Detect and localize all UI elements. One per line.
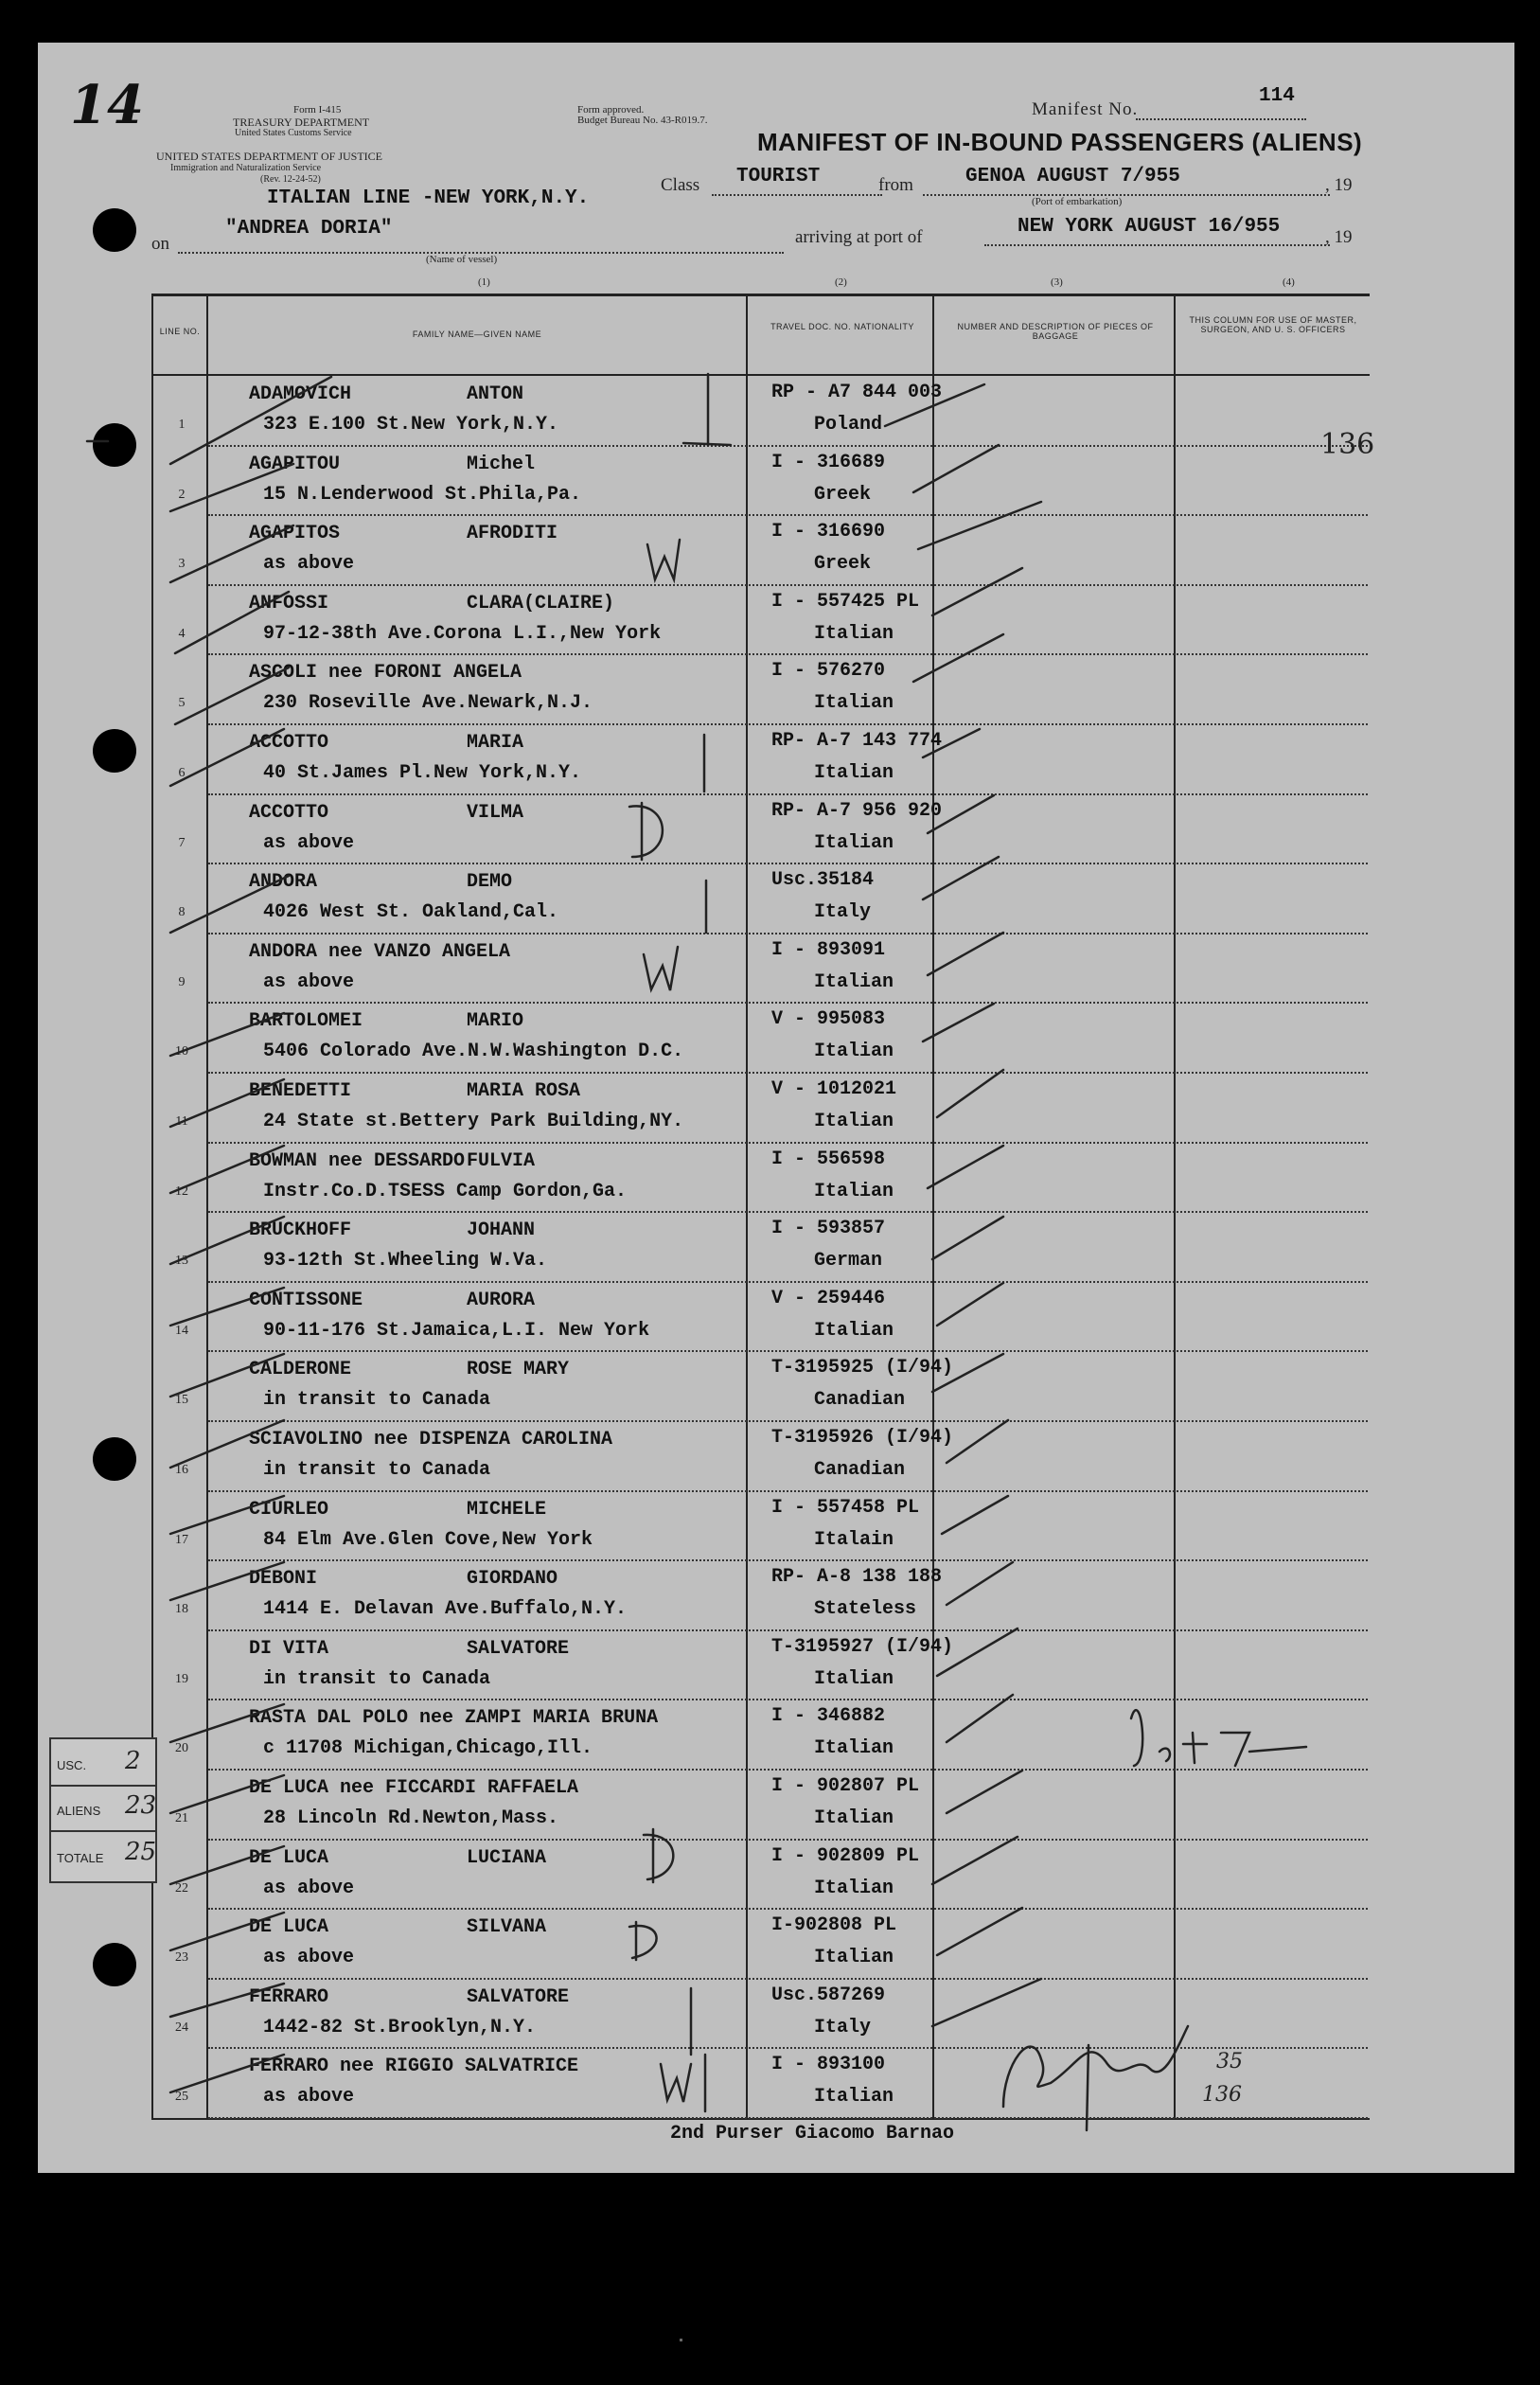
row-separator [208, 1699, 1368, 1700]
punch-hole [93, 1437, 136, 1481]
tally-aliens-label: ALIENS [57, 1804, 101, 1818]
corner-mark: 14 [70, 74, 144, 136]
line-number: 25 [175, 2090, 188, 2105]
tally-stamp [49, 1737, 157, 1883]
passenger-family-name: AGAPITOU [249, 453, 341, 475]
line-number: 22 [175, 1880, 188, 1896]
line-number: 1 [178, 418, 186, 432]
travel-doc-number: V - 1012021 [771, 1078, 897, 1100]
row-separator [208, 1420, 1368, 1422]
treasury-dept: TREASURY DEPARTMENT [233, 116, 370, 129]
class-line [712, 194, 882, 196]
passenger-given-name: Michel [467, 453, 536, 475]
passenger-given-name: MARIA [467, 732, 524, 754]
travel-doc-number: I - 893100 [771, 2054, 886, 2076]
line-number: 9 [178, 974, 186, 989]
travel-doc-number: V - 259446 [771, 1287, 886, 1309]
table-header-rule [151, 374, 1370, 376]
arriving-value: NEW YORK AUGUST 16/955 [1018, 216, 1281, 238]
travel-doc-number: I - 316690 [771, 521, 886, 543]
officer-note: 136 [1320, 428, 1375, 461]
line-number: 7 [178, 835, 186, 850]
line-number: 6 [178, 766, 186, 780]
passenger-given-name: SALVATORE [467, 1985, 570, 2008]
travel-doc-number: Usc.587269 [771, 1984, 886, 2006]
manifest-label: Manifest No. [1032, 99, 1139, 119]
nationality: Italy [814, 901, 872, 924]
page-title: MANIFEST OF IN-BOUND PASSENGERS (ALIENS) [757, 128, 1363, 156]
row-separator [208, 723, 1368, 725]
passenger-family-name: CALDERONE [249, 1359, 352, 1381]
travel-doc-number: I - 893091 [771, 938, 886, 961]
passenger-family-name: FERRARO [249, 1985, 329, 2008]
budget-bureau: Budget Bureau No. 43-R019.7. [577, 115, 708, 126]
line-number: 8 [178, 905, 186, 920]
passenger-address: 1442-82 St.Brooklyn,N.Y. [263, 2016, 537, 2038]
from-line [923, 194, 1330, 196]
passenger-family-name: ANDORA nee VANZO ANGELA [249, 940, 511, 963]
passenger-given-name: GIORDANO [467, 1568, 558, 1591]
tally-usc-label: USC. [57, 1758, 87, 1772]
center-dot [680, 2339, 682, 2341]
passenger-family-name: ADAMOVICH [249, 383, 352, 405]
form-approved: Form approved. [577, 104, 645, 116]
nationality: Italian [814, 762, 894, 784]
class-label: Class [661, 175, 700, 195]
passenger-address: as above [263, 1947, 355, 1969]
passenger-given-name: VILMA [467, 801, 524, 824]
passenger-given-name: ROSE MARY [467, 1359, 570, 1381]
line-number: 12 [175, 1184, 188, 1199]
row-separator [208, 1490, 1368, 1492]
passenger-family-name: CONTISSONE [249, 1289, 363, 1311]
nationality: Italian [814, 622, 894, 645]
passenger-given-name: DEMO [467, 871, 513, 894]
bottom-count-top: 35 [1216, 2050, 1243, 2074]
row-separator [208, 1281, 1368, 1283]
punch-hole [93, 208, 136, 252]
passenger-family-name: DI VITA [249, 1637, 329, 1660]
passenger-address: 5406 Colorado Ave.N.W.Washington D.C. [263, 1041, 684, 1063]
travel-doc-number: I - 576270 [771, 660, 886, 683]
row-separator [208, 1211, 1368, 1213]
col-header-name: FAMILY NAME—GIVEN NAME [412, 329, 542, 339]
passenger-address: as above [263, 553, 355, 576]
passenger-given-name: MARIA ROSA [467, 1080, 581, 1102]
passenger-family-name: RASTA DAL POLO nee ZAMPI MARIA BRUNA [249, 1707, 659, 1730]
row-separator [208, 1769, 1368, 1771]
passenger-address: as above [263, 2086, 355, 2109]
from-label: from [878, 175, 913, 195]
nationality: Italian [814, 1319, 894, 1342]
row-separator [208, 514, 1368, 516]
line-number: 13 [175, 1254, 188, 1269]
row-separator [208, 793, 1368, 795]
nationality: Italian [814, 970, 894, 993]
passenger-family-name: ACCOTTO [249, 801, 329, 824]
nationality: Italain [814, 1528, 894, 1551]
row-separator [208, 1559, 1368, 1561]
row-separator [208, 1978, 1368, 1980]
row-separator [208, 933, 1368, 934]
col-header-officers: THIS COLUMN FOR USE OF MASTER, SURGEON, AND U. S. OFFICERS [1189, 315, 1357, 334]
tally-aliens-value: 23 [125, 1791, 157, 1820]
passenger-given-name: JOHANN [467, 1219, 536, 1242]
travel-doc-number: I - 902807 PL [771, 1775, 920, 1797]
row-separator [208, 1072, 1368, 1074]
passenger-given-name: AFRODITI [467, 523, 558, 545]
passenger-address: as above [263, 1877, 355, 1899]
justice-dept: UNITED STATES DEPARTMENT OF JUSTICE [156, 150, 383, 163]
row-separator [208, 584, 1368, 586]
bottom-count-bottom: 136 [1202, 2083, 1242, 2107]
immigration-service: Immigration and Naturalization Service [170, 163, 322, 173]
passenger-address: 40 St.James Pl.New York,N.Y. [263, 762, 582, 784]
travel-doc-number: V - 995083 [771, 1008, 886, 1031]
purser-signature: 2nd Purser Giacomo Barnao [670, 2123, 955, 2145]
arriving-label: arriving at port of [795, 227, 923, 247]
line-number: 21 [175, 1811, 188, 1825]
passenger-address: as above [263, 831, 355, 854]
passenger-address: 97-12-38th Ave.Corona L.I.,New York [263, 622, 662, 645]
on-label: on [151, 234, 169, 254]
travel-doc-number: T-3195926 (I/94) [771, 1427, 954, 1449]
from-value: GENOA AUGUST 7/955 [965, 166, 1180, 187]
col-divider [206, 295, 208, 2119]
tally-total-value: 25 [125, 1838, 157, 1866]
line-owner: ITALIAN LINE -NEW YORK,N.Y. [267, 187, 590, 209]
passenger-family-name: DEBONI [249, 1568, 318, 1591]
nationality: Italian [814, 831, 894, 854]
line-number: 14 [175, 1323, 188, 1338]
row-separator [208, 445, 1368, 447]
passenger-family-name: DE LUCA [249, 1916, 329, 1939]
passenger-given-name: FULVIA [467, 1149, 536, 1172]
passenger-address: 1414 E. Delavan Ave.Buffalo,N.Y. [263, 1598, 628, 1621]
passenger-family-name: FERRARO nee RIGGIO SALVATRICE [249, 2056, 579, 2078]
nationality: Italian [814, 1041, 894, 1063]
line-number: 17 [175, 1532, 188, 1547]
travel-doc-number: I - 557425 PL [771, 590, 920, 613]
passenger-given-name: SILVANA [467, 1916, 547, 1939]
passenger-address: c 11708 Michigan,Chicago,Ill. [263, 1737, 593, 1760]
passenger-family-name: BARTOLOMEI [249, 1010, 363, 1033]
passenger-family-name: ANFOSSI [249, 592, 329, 614]
passenger-given-name: SALVATORE [467, 1637, 570, 1660]
col-header-line-no: LINE NO. [159, 327, 201, 336]
nationality: Italian [814, 1180, 894, 1202]
passenger-family-name: ASCOLI nee FORONI ANGELA [249, 662, 522, 685]
passenger-family-name: DE LUCA [249, 1846, 329, 1869]
nationality: Greek [814, 483, 872, 506]
passenger-family-name: CIURLEO [249, 1498, 329, 1521]
passenger-family-name: BENEDETTI [249, 1080, 352, 1102]
passenger-family-name: AGAPITOS [249, 523, 341, 545]
travel-doc-number: I - 902809 PL [771, 1844, 920, 1867]
travel-doc-number: I - 557458 PL [771, 1496, 920, 1519]
punch-hole [93, 729, 136, 773]
line-number: 3 [178, 557, 186, 572]
col-header-travel-doc: TRAVEL DOC. NO. NATIONALITY [770, 322, 914, 331]
manifest-no-line [1136, 118, 1306, 120]
travel-doc-number: I - 593857 [771, 1218, 886, 1240]
col-divider [746, 295, 748, 2119]
line-number: 15 [175, 1393, 188, 1408]
line-number: 10 [175, 1044, 188, 1059]
line-number: 24 [175, 2020, 188, 2035]
nationality: Stateless [814, 1598, 917, 1621]
revision: (Rev. 12-24-52) [260, 174, 321, 185]
row-separator [208, 2047, 1368, 2049]
passenger-family-name: SCIAVOLINO nee DISPENZA CAROLINA [249, 1429, 613, 1451]
passenger-given-name: MARIO [467, 1010, 524, 1033]
year-suffix: , 19 [1325, 175, 1353, 195]
passenger-address: 15 N.Lenderwood St.Phila,Pa. [263, 483, 582, 506]
row-separator [208, 1629, 1368, 1631]
passenger-family-name: ANDORA [249, 871, 318, 894]
line-number: 2 [178, 487, 186, 502]
year-suffix-2: , 19 [1325, 227, 1353, 247]
vessel-name: "ANDREA DORIA" [225, 218, 393, 240]
row-separator [208, 2117, 1368, 2119]
line-number: 4 [178, 626, 186, 641]
nationality: German [814, 1250, 883, 1273]
passenger-address: as above [263, 970, 355, 993]
line-number: 20 [175, 1741, 188, 1756]
travel-doc-number: I - 556598 [771, 1148, 886, 1170]
passenger-family-name: BOWMAN nee DESSARDO [249, 1149, 466, 1172]
travel-doc-number: RP- A-7 143 774 [771, 730, 943, 752]
customs-service: United States Customs Service [235, 128, 352, 138]
row-separator [208, 653, 1368, 655]
row-separator [208, 1350, 1368, 1352]
passenger-address: 230 Roseville Ave.Newark,N.J. [263, 692, 593, 715]
tally-total-label: TOTALE [57, 1851, 104, 1865]
nationality: Italian [814, 1947, 894, 1969]
passenger-family-name: DE LUCA nee FICCARDI RAFFAELA [249, 1777, 579, 1799]
passenger-address: 323 E.100 St.New York,N.Y. [263, 414, 559, 436]
nationality: Canadian [814, 1459, 906, 1481]
travel-doc-number: RP- A-7 956 920 [771, 799, 943, 822]
passenger-given-name: AURORA [467, 1289, 536, 1311]
line-number: 18 [175, 1602, 188, 1617]
row-separator [208, 1002, 1368, 1004]
manifest-number: 114 [1259, 85, 1295, 107]
nationality: Italian [814, 1737, 894, 1760]
passenger-address: Instr.Co.D.TSESS Camp Gordon,Ga. [263, 1180, 628, 1202]
nationality: Italian [814, 1807, 894, 1829]
line-number: 5 [178, 696, 186, 711]
travel-doc-number: Usc.35184 [771, 869, 875, 892]
punch-hole [93, 1943, 136, 1986]
passenger-address: 93-12th St.Wheeling W.Va. [263, 1250, 548, 1273]
travel-doc-number: RP - A7 844 003 [771, 382, 943, 403]
passenger-given-name: MICHELE [467, 1498, 547, 1521]
passenger-address: in transit to Canada [263, 1389, 491, 1412]
punch-hole [93, 423, 136, 467]
line-number: 11 [175, 1114, 188, 1129]
row-separator [208, 863, 1368, 864]
line-number: 16 [175, 1463, 188, 1477]
col-number-1: (1) [478, 276, 490, 288]
class-value: TOURIST [736, 166, 821, 187]
passenger-given-name: CLARA(CLAIRE) [467, 592, 615, 614]
col-divider [932, 295, 934, 2119]
arriving-line [984, 244, 1330, 246]
col-header-baggage: NUMBER AND DESCRIPTION OF PIECES OF BAGGAGE [957, 322, 1154, 341]
travel-doc-number: T-3195925 (I/94) [771, 1357, 954, 1379]
nationality: Italian [814, 2086, 894, 2109]
nationality: Poland [814, 414, 883, 436]
vessel-caption: (Name of vessel) [426, 254, 498, 265]
col-number-3: (3) [1051, 276, 1063, 288]
passenger-family-name: ACCOTTO [249, 732, 329, 754]
travel-doc-number: I-902808 PL [771, 1914, 897, 1937]
nationality: Canadian [814, 1389, 906, 1412]
line-number: 19 [175, 1671, 188, 1686]
row-separator [208, 1908, 1368, 1910]
travel-doc-number: T-3195927 (I/94) [771, 1635, 954, 1658]
nationality: Greek [814, 553, 872, 576]
travel-doc-number: RP- A-8 138 188 [771, 1566, 943, 1589]
passenger-address: 84 Elm Ave.Glen Cove,New York [263, 1528, 593, 1551]
nationality: Italian [814, 692, 894, 715]
table-top-rule [151, 294, 1370, 296]
travel-doc-number: I - 316689 [771, 451, 886, 473]
passenger-address: 4026 West St. Oakland,Cal. [263, 901, 559, 924]
nationality: Italian [814, 1667, 894, 1690]
passenger-address: in transit to Canada [263, 1459, 491, 1481]
line-number: 23 [175, 1950, 188, 1966]
tally-usc-value: 2 [125, 1747, 141, 1775]
col-divider [1174, 295, 1176, 2119]
passenger-given-name: ANTON [467, 383, 524, 405]
nationality: Italian [814, 1111, 894, 1132]
form-number: Form I-415 [293, 104, 342, 116]
port-embark-caption: (Port of embarkation) [1032, 196, 1123, 207]
passenger-address: 90-11-176 St.Jamaica,L.I. New York [263, 1319, 650, 1342]
passenger-given-name: LUCIANA [467, 1846, 547, 1869]
passenger-address: 28 Lincoln Rd.Newton,Mass. [263, 1807, 559, 1829]
col-number-2: (2) [835, 276, 847, 288]
passenger-address: 24 State st.Bettery Park Building,NY. [263, 1111, 684, 1132]
nationality: Italian [814, 1877, 894, 1899]
row-separator [208, 1142, 1368, 1144]
passenger-address: in transit to Canada [263, 1667, 491, 1690]
travel-doc-number: I - 346882 [771, 1705, 886, 1728]
passenger-family-name: BRUCKHOFF [249, 1219, 352, 1242]
col-number-4: (4) [1283, 276, 1295, 288]
row-separator [208, 1839, 1368, 1841]
nationality: Italy [814, 2016, 872, 2038]
